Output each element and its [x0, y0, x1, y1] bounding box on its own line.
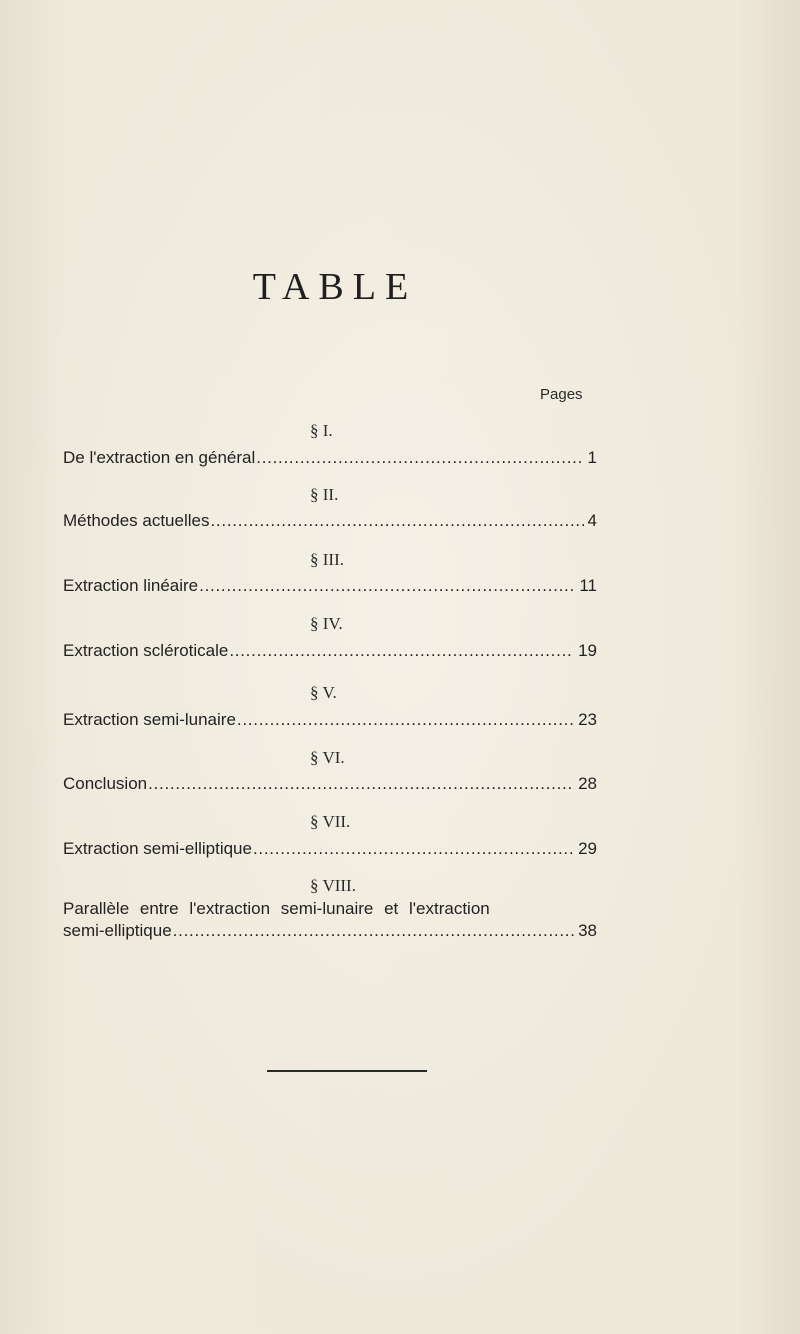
toc-entry-label: Méthodes actuelles — [63, 511, 210, 530]
section-number-6: § VI. — [310, 748, 345, 767]
toc-entry-page: 38 — [578, 921, 597, 940]
toc-entry-3[interactable] — [63, 576, 597, 596]
section-number-8: § VIII. — [310, 876, 356, 895]
leader-dots — [210, 511, 583, 531]
section-number-1: § I. — [310, 421, 333, 440]
toc-entry-label: De l'extraction en général — [63, 448, 256, 467]
leader-dots — [148, 774, 574, 794]
leader-dots — [229, 641, 574, 661]
toc-entry-label-continued: semi-elliptique — [63, 921, 172, 940]
leader-dots — [237, 710, 574, 730]
page-title: TABLE — [252, 266, 418, 308]
toc-entry-8-line1[interactable] — [63, 899, 597, 919]
toc-entry-4[interactable] — [63, 641, 597, 661]
toc-entry-label: Extraction semi-lunaire — [63, 710, 236, 729]
pages-column-header: Pages — [540, 386, 583, 403]
toc-entry-5[interactable] — [63, 710, 597, 730]
toc-entry-label: Conclusion — [63, 774, 148, 793]
section-number-5: § V. — [310, 683, 337, 702]
closing-rule — [267, 1070, 427, 1072]
leader-dots — [256, 448, 583, 468]
toc-entry-page: 23 — [578, 710, 597, 729]
toc-entry-page: 11 — [579, 576, 597, 595]
toc-entry-2[interactable] — [63, 511, 597, 531]
toc-entry-label: Extraction semi-elliptique — [63, 839, 252, 858]
section-number-2: § II. — [310, 485, 339, 504]
section-number-7: § VII. — [310, 812, 351, 831]
toc-entry-page: 1 — [587, 448, 597, 467]
toc-entry-label: Parallèle entre l'extraction semi-lunaire et l'extraction — [63, 899, 490, 918]
toc-entry-6[interactable] — [63, 774, 597, 794]
leader-dots — [253, 839, 574, 859]
toc-entry-page: 29 — [578, 839, 597, 858]
leader-dots — [199, 576, 575, 596]
toc-entry-page: 28 — [578, 774, 597, 793]
toc-entry-8[interactable] — [63, 921, 597, 941]
toc-entry-label: Extraction linéaire — [63, 576, 199, 595]
toc-entry-page: 4 — [587, 511, 597, 530]
toc-entry-1[interactable] — [63, 448, 597, 468]
toc-entry-page: 19 — [578, 641, 597, 660]
section-number-3: § III. — [310, 550, 344, 569]
toc-entry-7[interactable] — [63, 839, 597, 859]
leader-dots — [173, 921, 574, 941]
toc-entry-label: Extraction scléroticale — [63, 641, 229, 660]
section-number-4: § IV. — [310, 614, 343, 633]
